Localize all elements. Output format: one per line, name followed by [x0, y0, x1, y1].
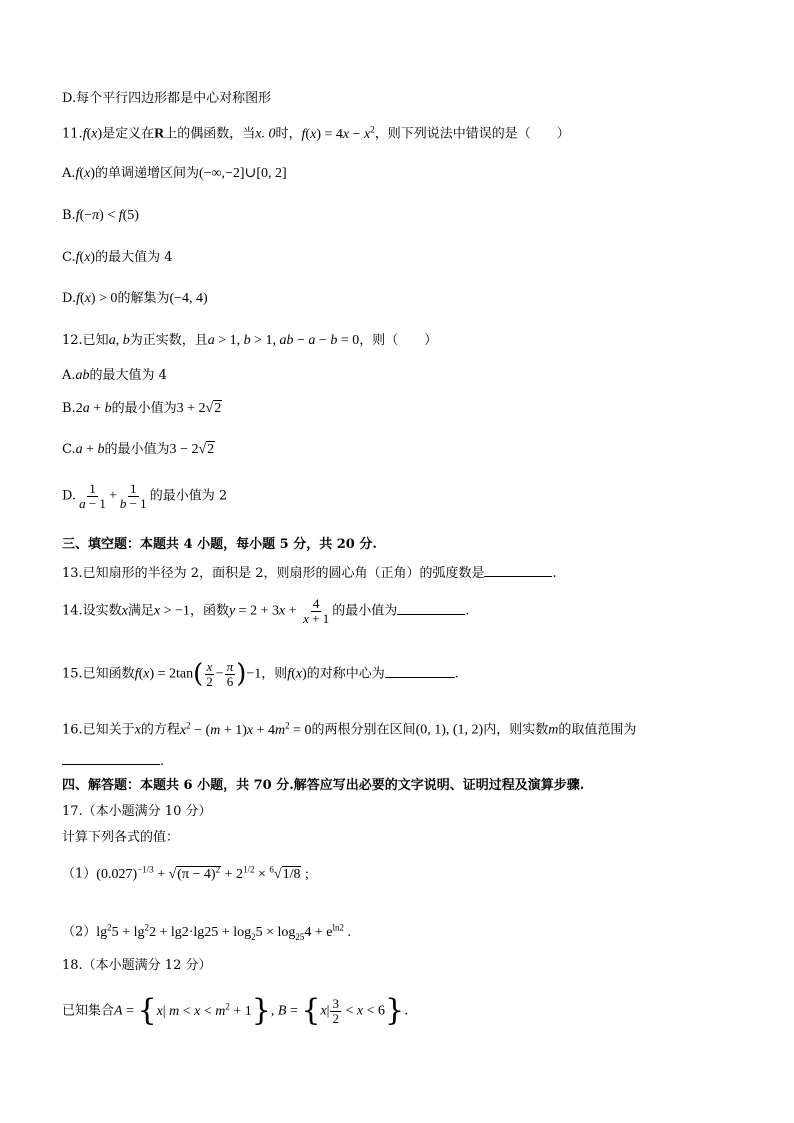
q13-answer-blank[interactable]	[484, 564, 552, 577]
q17-intro: 计算下列各式的值：	[62, 830, 180, 845]
q18-title: 18.（本小题满分 12 分）	[62, 958, 212, 973]
q11-a-interval: (−∞,−2]∪[0, 2]	[199, 166, 287, 181]
q13: 13.已知扇形的半径为 2，面积是 2，则扇形的圆心角（正角）的弧度数是 .	[62, 566, 557, 581]
q11-option-d: D.f(x) > 0的解集为(−4, 4)	[62, 291, 208, 306]
q17-part2: $(2)\lg^25 + \lg^22 + \lg 2\cdot\lg 25 + \log_25 \times \log_{25}4 + e^{ln2}$ .	[62, 922, 352, 942]
q12-option-c: C.a + b的最小值为3 − 2√2	[62, 442, 215, 457]
q11-text2: 上的偶函数，当	[164, 126, 256, 142]
q12-option-d: D. $\frac{1}{a - 1}$ + $\frac{1}{b - 1}$ 的最小值为 2	[62, 481, 228, 511]
section-solution-header: 四、解答题：本题共 6 小题，共 70 分.解答应写出必要的文字说明、证明过程及演算步骤.	[62, 778, 585, 793]
section-fill-in-header: 三、填空题：本题共 4 小题，每小题 5 分，共 20 分.	[62, 537, 377, 552]
q11-formula: $f(x) = 4x - x^2$	[301, 124, 375, 142]
q12-option-b: B.2a + b的最小值为3 + 2√2	[62, 401, 222, 416]
q12-option-a: A.ab的最大值为 4	[62, 368, 167, 383]
q17-title: 17.（本小题满分 10 分）	[62, 804, 212, 819]
q16-answer-blank[interactable]	[62, 752, 160, 765]
q12-stem: 12.已知a, b为正实数，且a > 1, b > 1, ab − a − b = 0，则（ ）	[62, 333, 438, 348]
q11-stem	[62, 124, 570, 143]
q11-text3: 时，	[275, 126, 302, 142]
q11-option-b: B.f(−π) < f(5)	[62, 208, 139, 223]
q14: 14.设实数x满足x > −1，函数y = 2 + 3x + $\frac{4}{x + 1}$ 的最小值为 .	[62, 596, 470, 626]
q11-real-set: R	[154, 126, 165, 142]
q11-option-c: C.f(x)的最大值为 4	[62, 250, 173, 265]
q11-text4: ，则下列说法中错误的是（ ）	[374, 126, 570, 142]
q11-fx: f(x)	[82, 126, 103, 142]
q11-text1: 是定义在	[102, 126, 155, 142]
q16: 16.已知关于x的方程$x^2 - (m + 1)x + 4m^2 = 0$的两根分别在区间(0, 1), (1, 2)内，则实数m的取值范围为	[62, 720, 637, 738]
q15: 15.已知函数f(x) = 2tan( $\frac{x}{2}$ − $\frac{\pi}{6}$ )−1，则f(x)的对称中心为 .	[62, 659, 459, 690]
q16-answer-line: .	[62, 752, 164, 770]
q11-option-a: A.f(x)的单调递增区间为(−∞,−2]∪[0, 2]	[62, 166, 287, 181]
q17-part1: $(1)(0.027)^{-1/3} + √(\pi - 4)^2 + 2^{1/2} \times ^6√1/8$ ;	[62, 864, 309, 882]
q11-number: 11.	[62, 126, 83, 142]
q10-option-d: D.每个平行四边形都是中心对称图形	[62, 91, 272, 106]
q11-condition: x. 0	[255, 126, 276, 142]
q14-answer-blank[interactable]	[397, 602, 465, 615]
q18-stem: 已知集合A = {x| $m < x < m^2 + 1$}, B = {x| $\frac{3}{2}$ < x < 6}.	[62, 993, 409, 1028]
q15-answer-blank[interactable]	[385, 665, 455, 678]
